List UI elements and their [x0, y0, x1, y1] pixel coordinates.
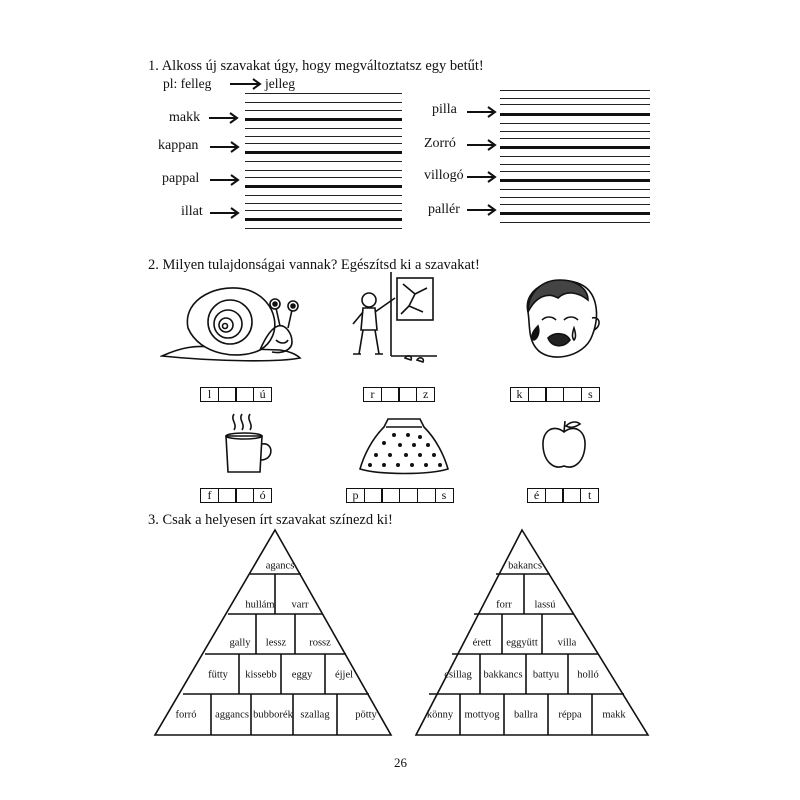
- pyramid-right-cell[interactable]: villa: [557, 637, 577, 649]
- arrow-icon: [208, 111, 240, 125]
- pyramid-right-cell[interactable]: csillag: [444, 669, 472, 681]
- letter-boxes-mug[interactable]: f ó: [200, 488, 271, 503]
- letter-boxes-apple[interactable]: é t: [527, 488, 598, 503]
- arrow-icon: [466, 138, 498, 152]
- example-arrow-icon: [229, 77, 265, 91]
- arrow-icon: [466, 105, 498, 119]
- left-word-1: makk: [169, 110, 201, 125]
- left-word-2: kappan: [158, 138, 199, 153]
- arrow-icon: [209, 173, 241, 187]
- pyramid-right-cell[interactable]: könny: [426, 709, 454, 721]
- pyramid-left-cell[interactable]: eggy: [291, 669, 313, 681]
- right-word-4: pallér: [428, 202, 460, 217]
- example-to: jelleg: [265, 76, 295, 91]
- task1-title: 1. Alkoss új szavakat úgy, hogy megváltoztatsz egy betűt!: [148, 58, 484, 74]
- arrow-icon: [466, 170, 498, 184]
- pyramid-right-cell[interactable]: lassú: [534, 599, 556, 611]
- pyramid-left-cell[interactable]: aggancs: [215, 709, 249, 721]
- pyramid-left-cell[interactable]: pötty: [355, 709, 377, 721]
- pyramid-right: [414, 528, 654, 738]
- left-word-3: pappal: [162, 171, 200, 186]
- pyramid-right-cell[interactable]: bakkancs: [483, 669, 523, 681]
- letter-boxes-boy[interactable]: r z: [363, 387, 434, 402]
- pyramid-right-cell[interactable]: holló: [577, 669, 599, 681]
- polka-dot-skirt-picture: [358, 415, 450, 475]
- letter-boxes-snail[interactable]: l ú: [200, 387, 271, 402]
- pyramid-left-cell[interactable]: fütty: [208, 669, 228, 681]
- task3-title: 3. Csak a helyesen írt szavakat színezd ki!: [148, 512, 393, 528]
- pyramid-left-cell[interactable]: gally: [229, 637, 251, 649]
- letter-boxes-crying-boy[interactable]: k s: [510, 387, 599, 402]
- pyramid-right-cell[interactable]: ballra: [514, 709, 538, 721]
- pyramid-right-cell[interactable]: eggyütt: [506, 637, 538, 649]
- page-number: 26: [394, 755, 407, 770]
- pyramid-right-cell[interactable]: forr: [496, 599, 512, 611]
- pyramid-right-cell[interactable]: mottyog: [464, 709, 500, 721]
- steaming-mug-picture: [220, 412, 280, 476]
- pyramid-left-cell[interactable]: forró: [175, 709, 197, 721]
- boy-breaking-window-picture: [345, 272, 445, 367]
- right-word-3: villogó: [424, 168, 464, 183]
- pyramid-right-cell[interactable]: réppa: [558, 709, 582, 721]
- left-word-4: illat: [181, 204, 203, 219]
- pyramid-left-cell[interactable]: bubborék: [253, 709, 293, 721]
- pyramid-left-cell[interactable]: szallag: [300, 709, 330, 721]
- right-word-2: Zorró: [424, 136, 456, 151]
- arrow-icon: [209, 140, 241, 154]
- pyramid-left-cell[interactable]: rossz: [309, 637, 331, 649]
- pyramid-left-cell[interactable]: kissebb: [245, 669, 277, 681]
- apple-picture: [540, 418, 588, 472]
- letter-boxes-skirt[interactable]: p s: [346, 488, 452, 503]
- pyramid-left-cell[interactable]: varr: [291, 599, 309, 611]
- pyramid-left: [153, 528, 393, 738]
- crying-boy-picture: [508, 272, 608, 372]
- pyramid-right-cell[interactable]: makk: [602, 709, 626, 721]
- pyramid-right-cell[interactable]: bakancs: [508, 560, 542, 572]
- pyramid-right-cell[interactable]: battyu: [532, 669, 560, 681]
- task2-title: 2. Milyen tulajdonságai vannak? Egészítsd ki a szavakat!: [148, 257, 480, 273]
- pyramid-right-cell[interactable]: érett: [472, 637, 492, 649]
- pyramid-left-cell[interactable]: éjjel: [334, 669, 354, 681]
- pyramid-left-cell[interactable]: lessz: [265, 637, 287, 649]
- snail-picture: [160, 278, 310, 363]
- example-from: pl: felleg: [163, 76, 212, 91]
- pyramid-left-cell[interactable]: agancs: [265, 560, 295, 572]
- right-word-1: pilla: [432, 102, 457, 117]
- arrow-icon: [209, 206, 241, 220]
- arrow-icon: [466, 203, 498, 217]
- pyramid-left-cell[interactable]: hullám: [245, 599, 275, 611]
